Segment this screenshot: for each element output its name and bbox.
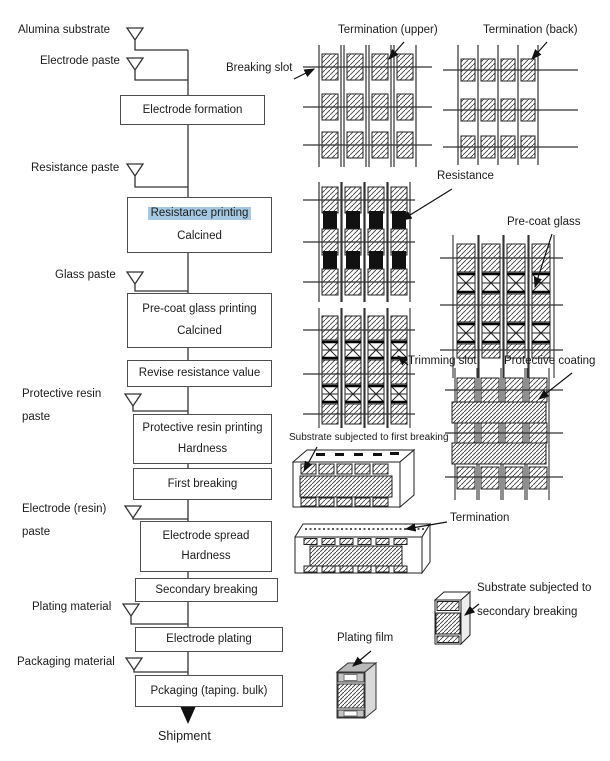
label-trimming-slot: Trimming slot	[408, 355, 477, 367]
box-label: First breaking	[167, 477, 238, 490]
funnel-glass-paste	[127, 272, 188, 291]
funnel-protective-resin-paste	[125, 394, 188, 411]
label-plating-film: Plating film	[337, 632, 394, 644]
label-precoat-glass: Pre-coat glass	[507, 216, 581, 228]
label-substrate-secondary-2: secondary breaking	[477, 606, 578, 618]
termination-strip-3d	[295, 524, 430, 573]
shipment-arrowhead	[180, 706, 196, 724]
flow-box-protective-resin-printing	[133, 414, 272, 464]
label-resistance-paste: Resistance paste	[31, 162, 120, 174]
box-label: Hardness	[177, 442, 228, 455]
box-label: Protective resin printing	[142, 422, 263, 435]
box-label: Pre-coat glass printing	[142, 303, 257, 315]
flow-box-electrode-formation	[120, 95, 265, 125]
flow-box-resistance-printing	[127, 197, 272, 253]
label-resistance: Resistance	[437, 170, 494, 182]
box-label: Electrode formation	[142, 103, 243, 116]
funnel-plating-material	[123, 604, 188, 624]
flow-box-secondary-breaking	[135, 578, 278, 602]
label-alumina-substrate: Alumina substrate	[18, 24, 111, 36]
label-shipment: Shipment	[158, 729, 211, 743]
label-substrate-first-breaking: Substrate subjected to first breaking	[289, 432, 449, 443]
label-substrate-secondary-1: Substrate subjected to	[477, 582, 592, 594]
label-electrode-paste: Electrode paste	[40, 55, 120, 67]
funnel-electrode-paste	[127, 58, 188, 80]
label-breaking-slot: Breaking slot	[226, 62, 293, 74]
label-plating-material: Plating material	[32, 601, 112, 613]
label-packaging-material: Packaging material	[17, 656, 115, 668]
flow-box-revise-resistance	[127, 360, 272, 387]
grid-trimming-slot	[303, 308, 415, 428]
box-label: Hardness	[181, 550, 231, 563]
label-termination-upper: Termination (upper)	[338, 24, 438, 36]
label-protective-coating: Protective coating	[504, 355, 596, 367]
label-electrode-resin: Electrode (resin)	[22, 503, 107, 515]
funnel-packaging-material	[126, 658, 188, 672]
grid-protective-coating	[445, 368, 563, 500]
arrow-breaking-slot	[294, 69, 314, 79]
box-label: Electrode spread	[162, 529, 250, 542]
grid-resistance	[303, 182, 415, 302]
flow-box-first-breaking	[133, 468, 272, 500]
flow-box-packaging	[135, 675, 283, 707]
box-label: Calcined	[177, 229, 222, 242]
box-label: Calcined	[177, 325, 222, 337]
box-label: Secondary breaking	[155, 583, 258, 596]
box-label: Pckaging (taping. bulk)	[150, 684, 268, 697]
label-protective-resin-paste: paste	[22, 411, 51, 423]
label-electrode-resin-paste: paste	[22, 526, 51, 538]
label-termination: Termination	[450, 512, 510, 524]
funnel-alumina-substrate	[127, 28, 188, 50]
box-label: Revise resistance value	[138, 367, 261, 379]
plating-film-chip-3d	[337, 663, 376, 718]
flow-box-electrode-plating	[135, 627, 283, 652]
funnel-electrode-resin-paste	[125, 506, 188, 519]
label-glass-paste: Glass paste	[55, 269, 116, 281]
grid-termination-upper	[303, 45, 432, 167]
label-protective-resin: Protective resin	[22, 388, 102, 400]
box-label: Electrode plating	[166, 633, 252, 645]
secondary-breaking-chip-3d	[435, 592, 470, 644]
label-termination-back: Termination (back)	[483, 24, 578, 36]
flow-box-electrode-spread	[140, 521, 272, 572]
arrow-termination-back	[532, 42, 547, 59]
grid-termination-back	[443, 45, 578, 165]
flow-box-precoat-glass-printing	[127, 293, 272, 348]
funnel-resistance-paste	[127, 164, 188, 187]
box-label-highlighted: Resistance printing	[148, 207, 252, 220]
